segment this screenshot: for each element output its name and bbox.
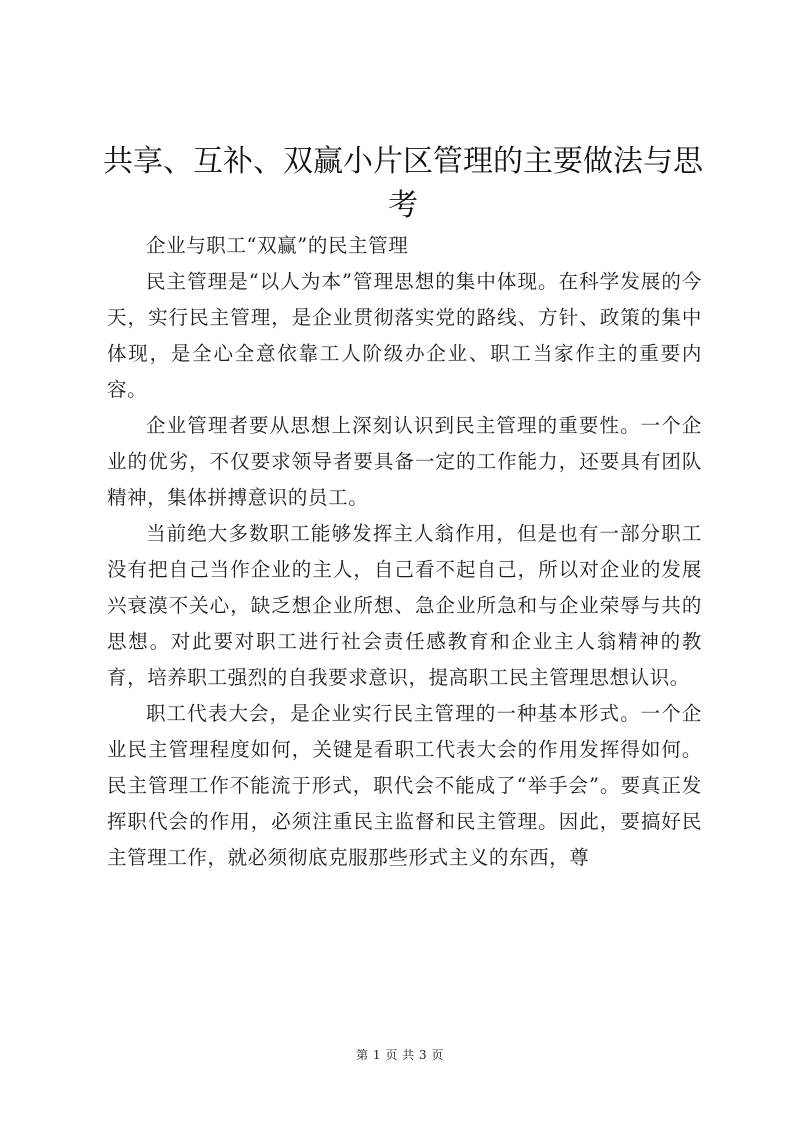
paragraph: 当前绝大多数职工能够发挥主人翁作用，但是也有一部分职工没有把自己当作企业的主人，自己看不起自己，所以对企业的发展兴衰漠不关心，缺乏想企业所想、急企业所急和与企业荣辱与共的思想。对此要对职工进行社会责任感教育和企业主人翁精神的教育，培养职工强烈的自我要求意识，提高职工民主管理思想认识。	[107, 522, 702, 689]
page-number-footer: 第 1 页 共 3 页	[356, 1048, 444, 1062]
paragraph: 职工代表大会，是企业实行民主管理的一种基本形式。一个企业民主管理程度如何，关键是看职工代表大会的作用发挥得如何。民主管理工作不能流于形式，职代会不能成了“举手会”。要真正发挥职代会的作用，必须注重民主监督和民主管理。因此，要搞好民主管理工作，就必须彻底克服那些形式主义的东西，尊	[107, 702, 702, 869]
document-title: 共享、互补、双赢小片区管理的主要做法与思考	[103, 144, 703, 223]
paragraph: 民主管理是“以人为本”管理思想的集中体现。在科学发展的今天，实行民主管理，是企业贯彻落实党的路线、方针、政策的集中体现，是全心全意依靠工人阶级办企业、职工当家作主的重要内容。	[107, 270, 702, 401]
document-body	[107, 228, 702, 876]
section-heading: 企业与职工“双赢”的民主管理	[146, 234, 409, 257]
paragraph: 企业管理者要从思想上深刻认识到民主管理的重要性。一个企业的优劣，不仅要求领导者要具备一定的工作能力，还要具有团队精神，集体拼搏意识的员工。	[107, 414, 702, 509]
